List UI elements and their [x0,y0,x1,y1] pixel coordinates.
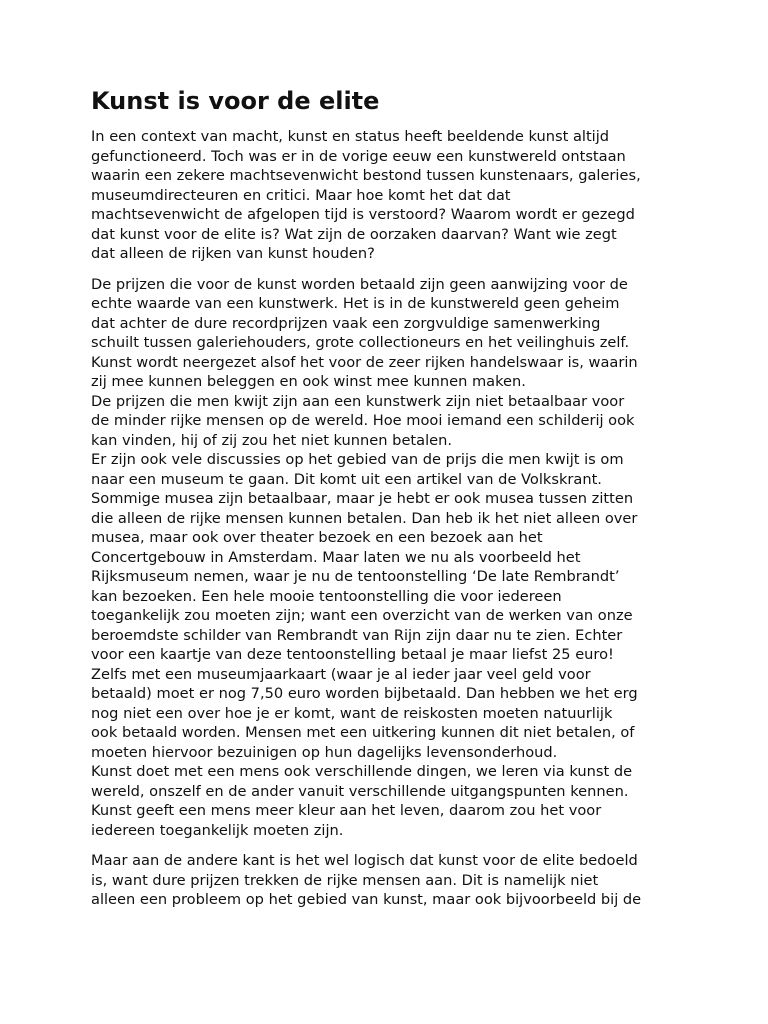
paragraph-intro: In een context van macht, kunst en status heeft beeldende kunst altijd gefunctioneerd. Toch was er in de vorige eeuw een kunstwereld ontstaan waarin een zekere machtsevenwicht bestond tussen kunstenaars, galeries, museumdirecteuren en critici. Maar hoe komt het dat dat machtsevenwicht de afgelopen tijd is verstoord? Waarom wordt er gezegd dat kunst voor de elite is? Wat zijn de oorzaken daarvan? Want wie zegt dat alleen de rijken van kunst houden? [91,128,641,262]
paragraph-prices: De prijzen die voor de kunst worden betaald zijn geen aanwijzing voor de echte waarde van een kunstwerk. Het is in de kunstwereld geen geheim dat achter de dure recordprijzen vaak een zorgvuldige samenwerking schuilt tussen galeriehouders, grote collectioneurs en het veilinghuis zelf. Kunst wordt neergezet alsof het voor de zeer rijken handelswaar is, waarin zij mee kunnen beleggen en ook winst mee kunnen maken. De prijzen die men kwijt zijn aan een kunstwerk zijn niet betaalbaar voor de minder rijke mensen op de wereld. Hoe mooi iemand een schilderij ook kan vinden, hij of zij zou het niet kunnen betalen. Er zijn ook vele discussies op het gebied van de prijs die men kwijt is om naar een museum te gaan. Dit komt uit een artikel van de Volkskrant. Sommige musea zijn betaalbaar, maar je hebt er ook musea tussen zitten die alleen de rijke mensen kunnen betalen. Dan heb ik het niet alleen over musea, maar ook over theater bezoek en een bezoek aan het Concertgebouw in Amsterdam. Maar laten we nu als voorbeeld het Rijksmuseum nemen, waar je nu de tentoonstelling ‘De late Rembrandt’ kan bezoeken. Een hele mooie tentoonstelling die voor iedereen toegankelijk zou moeten zijn; want een overzicht van de werken van onze beroemdste schilder van Rembrandt van Rijn zijn daar nu te zien. Echter voor een kaartje van deze tentoonstelling betaal je maar liefst 25 euro! Zelfs met een museumjaarkaart (waar je al ieder jaar veel geld voor betaald) moet er nog 7,50 euro worden bijbetaald. Dan hebben we het erg nog niet een over hoe je er komt, want de reiskosten moeten natuurlijk ook betaald worden. Mensen met een uitkering kunnen dit niet betalen, of moeten hiervoor bezuinigen op hun dagelijks levensonderhoud. Kunst doet met een mens ook verschillende dingen, we leren via kunst de wereld, onszelf en de ander vanuit verschillende uitgangspunten kennen. Kunst geeft een mens meer kleur aan het leven, daarom zou het voor iedereen toegankelijk moeten zijn. [91,275,638,839]
document-page [91,86,691,921]
document-title: Kunst is voor de elite [91,87,380,115]
paragraph-other-side: Maar aan de andere kant is het wel logisch dat kunst voor de elite bedoeld is, want dure prijzen trekken de rijke mensen aan. Dit is namelijk niet alleen een probleem op het gebied van kunst, maar ook bijvoorbeeld bij de [91,852,642,908]
